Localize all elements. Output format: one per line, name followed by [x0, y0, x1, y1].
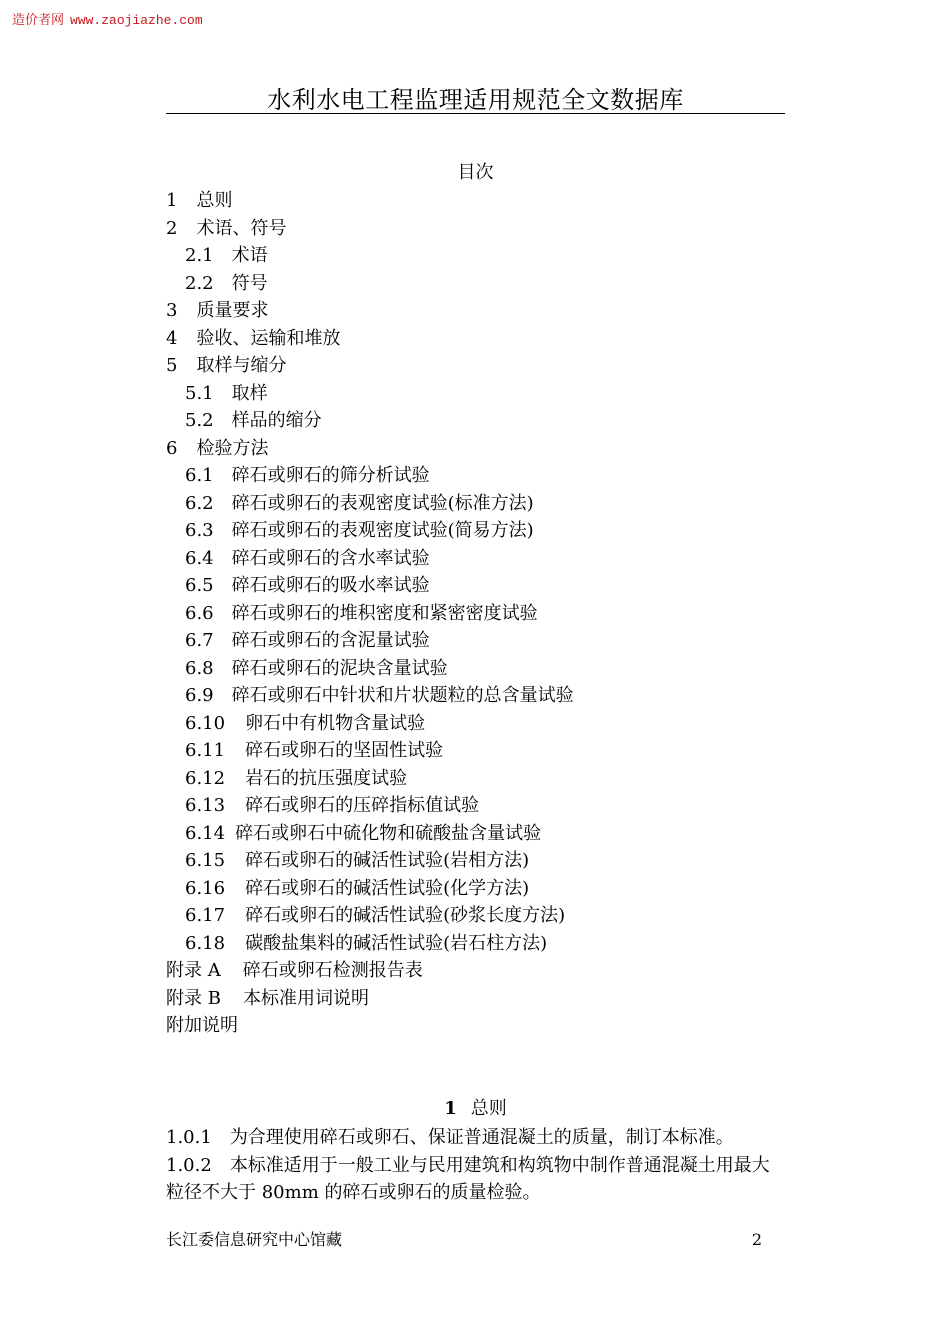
toc-item-number: 6.13 — [185, 795, 226, 816]
toc-item-number: 附录 A — [166, 960, 221, 981]
toc-item-label: 术语、符号 — [196, 217, 287, 239]
toc-item-label: 岩石的抗压强度试验 — [245, 767, 408, 789]
toc-item-number: 附录 B — [166, 987, 221, 1009]
clause-number: 1.0.2 — [166, 1154, 212, 1176]
toc-item[interactable] — [166, 545, 785, 573]
toc-item-label: 碎石或卵石中针状和片状题粒的总含量试验 — [231, 685, 574, 706]
toc-item-label: 碎石或卵石的碱活性试验(岩相方法) — [245, 850, 530, 871]
toc-item[interactable] — [166, 765, 785, 793]
toc-item-number: 6.17 — [185, 905, 226, 926]
toc-item-label: 碎石或卵石检测报告表 — [242, 960, 423, 981]
toc-item[interactable] — [166, 902, 785, 930]
toc-item-number: 5.1 — [185, 382, 214, 404]
toc-title: 目次 — [457, 162, 494, 183]
toc-item-number: 6.1 — [185, 465, 214, 486]
clause-text: 本标准适用于一般工业与民用建筑和构筑物中制作普通混凝土用最大粒径不大于 80mm 的碎石或卵石的质量检验。 — [166, 1154, 770, 1203]
toc-item-label: 附加说明 — [166, 1015, 238, 1036]
toc-item-number: 2.2 — [185, 272, 214, 294]
toc-item-number: 5 — [166, 355, 178, 376]
toc-item-number: 6.15 — [185, 850, 226, 871]
toc-item[interactable] — [166, 930, 785, 958]
toc-item[interactable] — [166, 710, 785, 738]
toc-item-number: 2 — [166, 217, 178, 239]
toc-item-label: 碎石或卵石的坚固性试验 — [245, 740, 444, 761]
toc-item-label: 碎石或卵石的含水率试验 — [231, 547, 430, 569]
toc-item-label: 碎石或卵石的泥块含量试验 — [231, 657, 448, 679]
toc-item[interactable] — [166, 682, 785, 710]
section-heading — [166, 1095, 785, 1123]
toc-item-number: 6.3 — [185, 520, 214, 541]
toc-item[interactable] — [166, 820, 785, 848]
toc-item[interactable] — [166, 985, 785, 1013]
toc-item-label: 碎石或卵石的碱活性试验(砂浆长度方法) — [245, 905, 566, 926]
toc-item-number: 6.18 — [185, 932, 226, 954]
toc-item[interactable] — [166, 352, 785, 380]
toc-item-label: 碎石或卵石的吸水率试验 — [231, 575, 430, 596]
toc-item-label: 符号 — [231, 272, 268, 294]
toc-item[interactable] — [166, 325, 785, 353]
toc-item-number: 6.14 — [185, 822, 226, 844]
toc-item-number: 4 — [166, 327, 178, 349]
toc-item-label: 样品的缩分 — [231, 410, 322, 431]
toc-item[interactable] — [166, 270, 785, 298]
toc-item-label: 碎石或卵石的表观密度试验(标准方法) — [231, 492, 534, 514]
toc-item-number: 1 — [166, 190, 178, 211]
toc-item[interactable] — [166, 847, 785, 875]
toc-item[interactable] — [166, 297, 785, 325]
toc-item-label: 取样 — [231, 382, 268, 404]
toc-item-number: 6.7 — [185, 630, 214, 651]
toc-item-label: 验收、运输和堆放 — [196, 327, 341, 349]
toc-item[interactable] — [166, 242, 785, 270]
toc-item[interactable] — [166, 627, 785, 655]
toc-item[interactable] — [166, 957, 785, 985]
toc-item[interactable] — [166, 875, 785, 903]
toc-item-label: 碎石或卵石的堆积密度和紧密密度试验 — [231, 602, 538, 624]
toc-item-label: 总则 — [196, 190, 233, 211]
toc-item-number: 2.1 — [185, 245, 214, 266]
toc-item[interactable] — [166, 600, 785, 628]
toc-item-number: 6.2 — [185, 492, 214, 514]
toc-item-label: 术语 — [231, 245, 268, 266]
toc-item[interactable] — [166, 215, 785, 243]
toc-item-number: 6.10 — [185, 712, 226, 734]
watermark-url[interactable]: www.zaojiazhe.com — [70, 13, 203, 28]
clause — [166, 1152, 786, 1207]
toc-item[interactable] — [166, 655, 785, 683]
toc-item-number: 5.2 — [185, 410, 214, 431]
toc-item-label: 碎石或卵石的含泥量试验 — [231, 630, 430, 651]
toc-item-number: 6.12 — [185, 767, 226, 789]
toc-item-label: 碎石或卵石的碱活性试验(化学方法) — [245, 877, 530, 899]
toc-item-label: 碎石或卵石中硫化物和硫酸盐含量试验 — [235, 822, 542, 844]
watermark-site: 造价者网 — [12, 13, 65, 28]
header-divider — [166, 113, 785, 114]
toc-item[interactable] — [166, 187, 785, 215]
toc-item[interactable] — [166, 380, 785, 408]
toc-item-number: 3 — [166, 300, 178, 321]
toc-item-label: 质量要求 — [196, 300, 269, 321]
toc-item-number: 6 — [166, 437, 178, 459]
toc-item-label: 取样与缩分 — [196, 355, 287, 376]
section-title: 总则 — [470, 1098, 507, 1119]
toc-item[interactable] — [166, 517, 785, 545]
toc-item-label: 检验方法 — [196, 437, 269, 459]
toc-item-number: 6.9 — [185, 685, 214, 706]
clause — [166, 1124, 786, 1152]
clause-text: 为合理使用碎石或卵石、保证普通混凝土的质量，制订本标准。 — [229, 1127, 734, 1148]
watermark — [12, 9, 203, 28]
toc-item-label: 碎石或卵石的压碎指标值试验 — [245, 795, 480, 816]
toc-item-label: 本标准用词说明 — [242, 987, 369, 1009]
toc-item-number: 6.8 — [185, 657, 214, 679]
toc-item-number: 6.11 — [185, 740, 226, 761]
footer-archive-label: 长江委信息研究中心馆藏 — [166, 1230, 343, 1249]
toc-item-label: 碳酸盐集料的碱活性试验(岩石柱方法) — [245, 932, 548, 954]
toc-item-label: 卵石中有机物含量试验 — [245, 712, 426, 734]
clause-number: 1.0.1 — [166, 1127, 212, 1148]
toc-item[interactable] — [166, 462, 785, 490]
page-header-title: 水利水电工程监理适用规范全文数据库 — [267, 86, 684, 114]
toc-item-number: 6.16 — [185, 877, 226, 899]
toc-item[interactable] — [166, 1012, 785, 1040]
toc-item-number: 6.4 — [185, 547, 214, 569]
toc-item[interactable] — [166, 435, 785, 463]
toc-item-label: 碎石或卵石的筛分析试验 — [231, 465, 430, 486]
table-of-contents — [166, 187, 785, 1040]
toc-item-number: 6.5 — [185, 575, 214, 596]
toc-item-number: 6.6 — [185, 602, 214, 624]
section-number: 1 — [444, 1098, 457, 1119]
page-number: 2 — [751, 1230, 762, 1249]
toc-item[interactable] — [166, 407, 785, 435]
toc-item[interactable] — [166, 572, 785, 600]
toc-item-label: 碎石或卵石的表观密度试验(简易方法) — [231, 520, 534, 541]
toc-item[interactable] — [166, 737, 785, 765]
section-body — [166, 1124, 786, 1207]
toc-item[interactable] — [166, 792, 785, 820]
toc-item[interactable] — [166, 490, 785, 518]
